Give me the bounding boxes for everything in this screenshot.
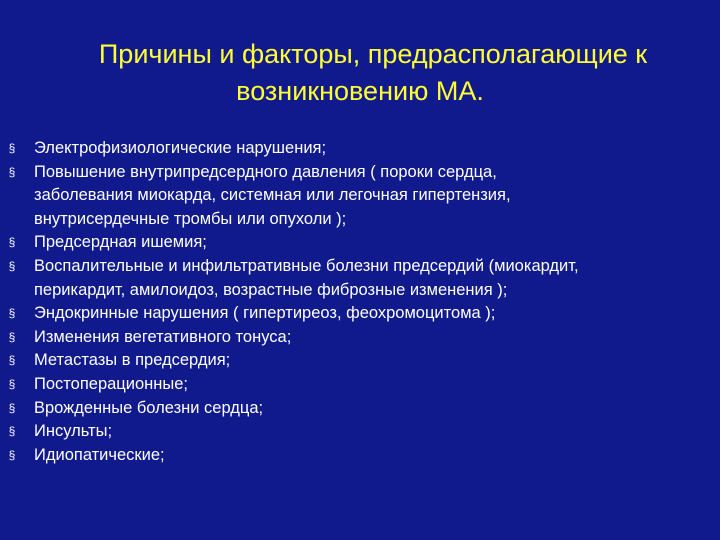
bullet-item (0, 349, 720, 373)
bullet-icon: § (8, 258, 16, 273)
bullet-list (0, 137, 720, 467)
bullet-text: Электрофизиологические нарушения; (34, 139, 327, 157)
slide-title-line-2: возникновению МА. (236, 76, 484, 106)
bullet-icon: § (8, 400, 16, 415)
bullet-text: Идиопатические; (34, 445, 165, 464)
bullet-item (0, 397, 720, 421)
bullet-icon: § (8, 164, 16, 179)
bullet-text: Изменения вегетативного тонуса; (34, 327, 292, 346)
slide-title (0, 36, 720, 110)
bullet-item (0, 326, 720, 350)
bullet-item (0, 137, 720, 161)
bullet-item (0, 373, 720, 397)
bullet-text-line: внутрисердечные тромбы или опухоли ); (34, 209, 347, 228)
bullet-item (0, 420, 720, 444)
bullet-item (0, 255, 720, 302)
bullet-icon: § (8, 353, 16, 368)
bullet-text: Постоперационные; (34, 374, 188, 393)
bullet-item (0, 444, 720, 468)
bullet-icon: § (8, 141, 16, 155)
bullet-icon: § (8, 329, 16, 344)
bullet-icon: § (8, 306, 16, 321)
bullet-icon: § (8, 447, 16, 462)
bullet-icon: § (8, 424, 16, 439)
bullet-text-line: Воспалительные и инфильтративные болезни предсердий (миокардит, (34, 256, 579, 275)
bullet-text: Метастазы в предсердия; (34, 351, 231, 370)
slide-title-line-1: Причины и факторы, предрасполагающие к (98, 39, 648, 69)
bullet-text-line: заболевания миокарда, системная или легочная гипертензия, (34, 186, 511, 205)
bullet-text: Инсульты; (34, 422, 113, 441)
bullet-item (0, 161, 720, 232)
bullet-item (0, 231, 720, 255)
bullet-item (0, 302, 720, 326)
bullet-icon: § (8, 376, 16, 391)
bullet-text: Предсердная ишемия; (34, 233, 207, 252)
bullet-text-line: перикардит, амилоидоз, возрастные фиброзные изменения ); (34, 280, 508, 299)
bullet-text-line: Повышение внутрипредсердного давления ( пороки сердца, (34, 162, 497, 181)
bullet-text: Врожденные болезни сердца; (34, 398, 264, 417)
bullet-text: Эндокринные нарушения ( гипертиреоз, феохромоцитома ); (34, 304, 496, 323)
bullet-icon: § (8, 235, 16, 250)
